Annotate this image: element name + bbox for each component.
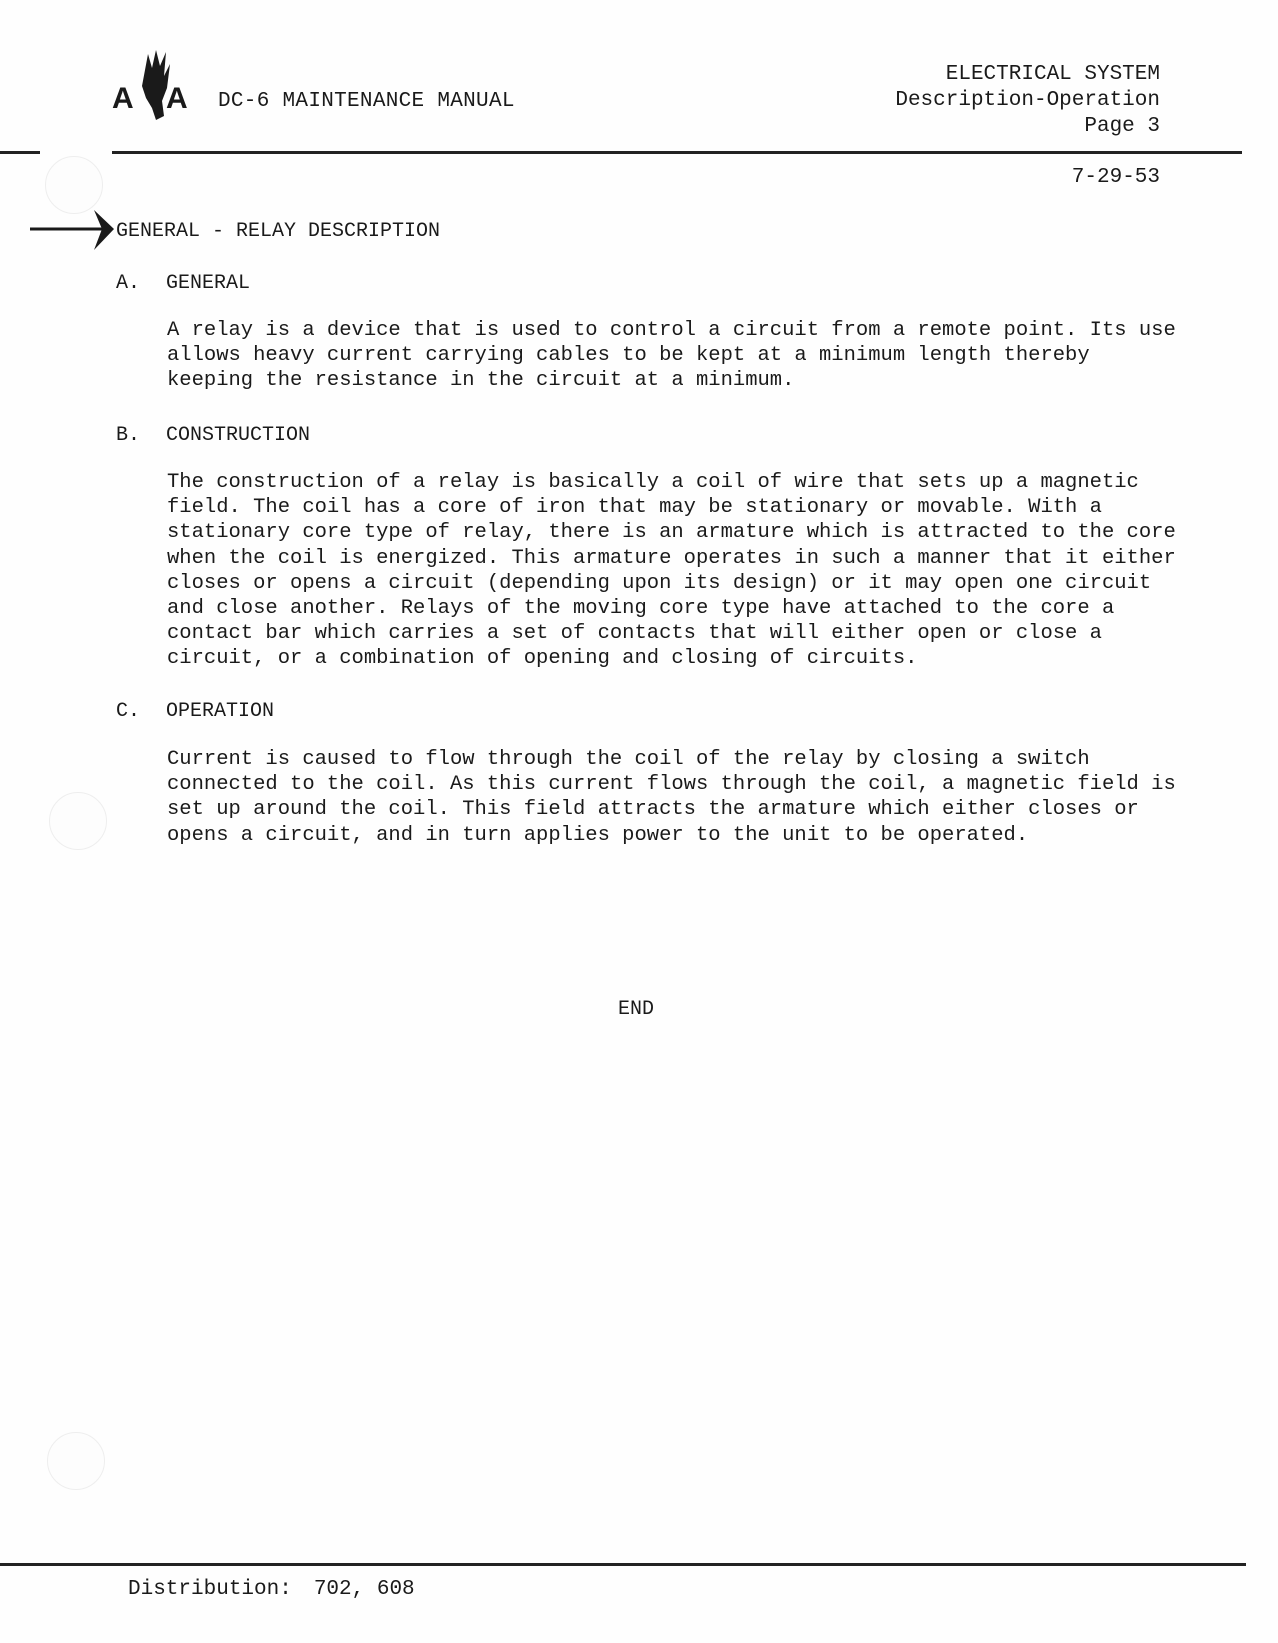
paragraph-general: A relay is a device that is used to control a circuit from a remote point. Its use allows heavy current carrying cables to be kept at a minimum length thereby keeping the resistance in the circuit at a minimum. — [167, 319, 1176, 393]
subsection-title: CONSTRUCTION — [166, 424, 311, 447]
subsection-letter: A. — [116, 272, 141, 295]
subsection-heading-general — [116, 272, 250, 295]
page-title: GENERAL - RELAY DESCRIPTION — [116, 220, 441, 243]
binder-hole — [47, 1432, 105, 1490]
distribution-values: 702, 608 — [313, 1578, 415, 1601]
section-name: ELECTRICAL SYSTEM — [945, 63, 1160, 86]
subsection-title: GENERAL — [166, 272, 251, 295]
distribution-label: Distribution: — [128, 1578, 292, 1601]
header-rule — [0, 151, 1242, 154]
header-section-info — [895, 62, 1160, 140]
distribution-line — [128, 1578, 415, 1601]
page-number: Page 3 — [1084, 115, 1160, 138]
subsection-heading-operation — [116, 700, 274, 723]
end-marker: END — [618, 998, 655, 1021]
manual-title: DC-6 MAINTENANCE MANUAL — [218, 90, 515, 113]
subsection-name: Description-Operation — [895, 89, 1160, 112]
subsection-letter: C. — [116, 700, 141, 723]
svg-text:A: A — [166, 82, 188, 115]
arrow-right-icon — [30, 210, 114, 250]
subsection-heading-construction — [116, 424, 310, 447]
svg-text:A: A — [112, 82, 134, 115]
revision-date: 7-29-53 — [1071, 166, 1160, 189]
header-rule-gap — [40, 150, 112, 155]
subsection-letter: B. — [116, 424, 141, 447]
binder-hole — [49, 792, 107, 850]
american-airlines-eagle-logo — [112, 46, 192, 124]
paragraph-operation: Current is caused to flow through the coil of the relay by closing a switch connected to the coil. As this current flows through the coil, a magnetic field is set up around the coil. This field attracts the armature which either closes or opens a circuit, and in turn applies power to the unit to be operated. — [167, 748, 1176, 847]
paragraph-construction: The construction of a relay is basically a coil of wire that sets up a magnetic field. The coil has a core of iron that may be stationary or movable. With a stationary core type of relay, there is an armature which is attracted to the core when the coil is energized. This armature operates in such a manner that it either closes or opens a circuit (depending upon its design) or it may open one circuit and close another. Relays of the moving core type have attached to the core a contact bar which carries a set of contacts that will either open or close a circuit, or a combination of opening and closing of circuits. — [167, 471, 1176, 671]
footer-rule — [0, 1563, 1246, 1566]
subsection-title: OPERATION — [166, 700, 275, 723]
binder-hole — [45, 156, 103, 214]
